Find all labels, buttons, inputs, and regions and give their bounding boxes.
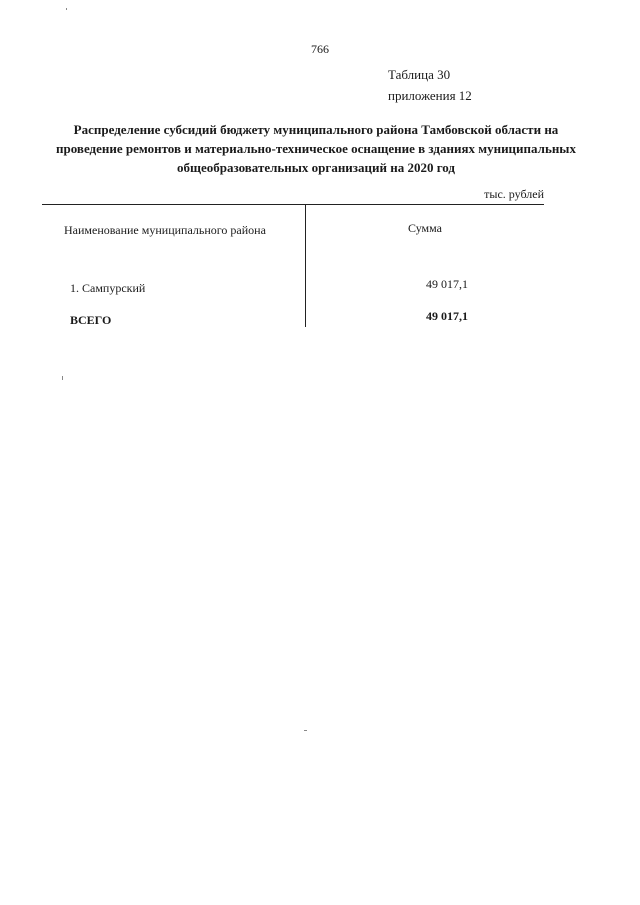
subsidy-table bbox=[42, 204, 544, 329]
scan-speck bbox=[304, 730, 307, 731]
page-number: 766 bbox=[311, 42, 329, 56]
row-district-name: 1. Сампурский bbox=[70, 281, 146, 295]
row-sum-value: 49 017,1 bbox=[426, 277, 468, 291]
column-divider bbox=[305, 205, 306, 327]
scan-speck bbox=[66, 8, 67, 10]
total-label: ВСЕГО bbox=[70, 313, 112, 327]
total-value: 49 017,1 bbox=[426, 309, 468, 323]
header-sum: Сумма bbox=[408, 221, 442, 235]
units-label: тыс. рублей bbox=[484, 187, 544, 201]
document-title: Распределение субсидий бюджету муниципального района Тамбовской области на проведение ремонтов и материально-техническое оснащение в зданиях муниципальных общеобразовательных организаций на 2020 год bbox=[56, 122, 576, 175]
scan-speck bbox=[62, 376, 63, 380]
appendix-reference bbox=[388, 64, 472, 106]
header-district-name: Наименование муниципального района bbox=[64, 223, 266, 237]
table-number-label: Таблица 30 bbox=[388, 67, 451, 82]
appendix-number-label: приложения 12 bbox=[388, 88, 472, 103]
